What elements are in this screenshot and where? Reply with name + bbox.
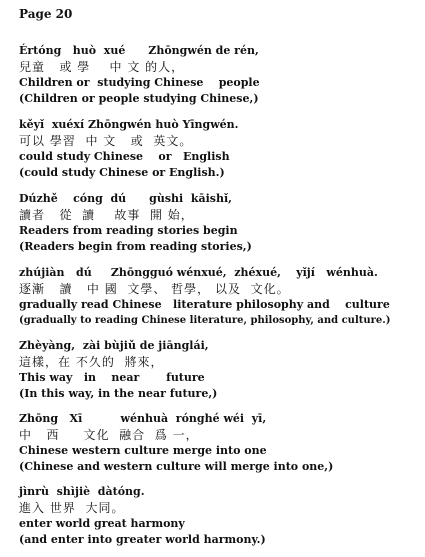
pinyin-line: jìnrù shìjiè dàtóng. xyxy=(19,485,145,498)
pinyin-line: Zhèyàng, zài bùjiǔ de jiānglái, xyxy=(19,339,209,352)
gloss-line: Chinese western culture merge into one xyxy=(19,444,267,457)
translation-line: (Readers begin from reading stories,) xyxy=(19,240,252,253)
stanza-4 xyxy=(19,265,391,329)
translation-line: (Children or people studying Chinese,) xyxy=(19,92,259,105)
stanza-7 xyxy=(19,484,266,548)
gloss-line: Children or studying Chinese people xyxy=(19,76,260,89)
hanzi-line: 兒童 或 學 中 文 的人， xyxy=(19,60,185,74)
stanza-5 xyxy=(19,338,217,402)
hanzi-line: 進入 世界 大同。 xyxy=(19,501,125,515)
translation-line: (could study Chinese or English.) xyxy=(19,166,225,179)
page-number: Page 20 xyxy=(19,7,73,21)
translation-line: (In this way, in the near future,) xyxy=(19,387,218,400)
hanzi-line: 中 西 文化 融合 爲 一， xyxy=(19,428,199,442)
pinyin-line: kěyǐ xuéxí Zhōngwén huò Yīngwén. xyxy=(19,118,239,131)
gloss-line: enter world great harmony xyxy=(19,517,185,530)
hanzi-line: 可以 學習 中 文 或 英文。 xyxy=(19,134,193,148)
pinyin-line: Dúzhě cóng dú gùshi kāishǐ, xyxy=(19,192,232,205)
hanzi-line: 讀者 從 讀 故事 開 始， xyxy=(19,208,194,222)
pinyin-line: zhújiàn dú Zhōngguó wénxué, zhéxué, yǐjí wénhuà. xyxy=(19,266,378,279)
hanzi-line: 這樣，在 不久的 將來， xyxy=(19,355,164,369)
gloss-line: Readers from reading stories begin xyxy=(19,224,238,237)
stanza-6 xyxy=(19,411,333,475)
hanzi-line: 逐漸 讀 中 國 文學、 哲學， 以及 文化。 xyxy=(19,282,290,296)
stanza-1 xyxy=(19,43,260,107)
pinyin-line: Zhōng Xī wénhuà rónghé wéi yī, xyxy=(19,412,267,425)
gloss-line: This way in near future xyxy=(19,371,205,384)
translation-line: (gradually to reading Chinese literature, philosophy, and culture.) xyxy=(19,315,391,326)
translation-line: (Chinese and western culture will merge into one,) xyxy=(19,460,334,473)
stanza-3 xyxy=(19,191,252,255)
stanza-2 xyxy=(19,117,239,181)
gloss-line: gradually read Chinese literature philosophy and culture xyxy=(19,298,390,311)
gloss-line: could study Chinese or English xyxy=(19,150,230,163)
pinyin-line: Értóng huò xué Zhōngwén de rén, xyxy=(19,44,259,57)
translation-line: (and enter into greater world harmony.) xyxy=(19,533,266,546)
